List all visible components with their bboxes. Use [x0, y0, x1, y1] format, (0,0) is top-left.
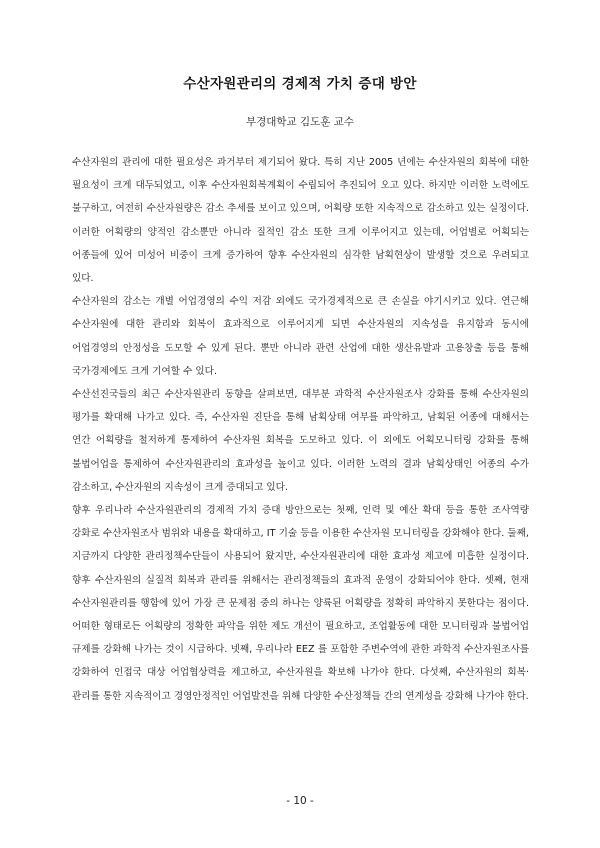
- author-line: 부경대학교 김도훈 교수: [245, 116, 355, 128]
- paragraph-intro: 수산자원의 관리에 대한 필요성은 과거부터 제기되어 왔다. 특히 지난 2005 년에는 수산자원의 회복에 대한 필요성이 크게 대두되었고, 이후 수산자원회복계획이 수립되어 추진되어 오고 있다. 하지만 이러한 노력에도 불구하고, 여전히 수산자원량은 감소 추세를 보이고 있으며, 어획량 또한 지속적으로 감소하고 있는 실정이다. 이러한 어획량의 양적인 감소뿐만 아니라 질적인 감소 또한 크게 이루어지고 있는데, 어업별로 어획되는 어종들에 있어 미성어 비중이 크게 증가하여 향후 수산자원의 심각한 남획현상이 발생할 것으로 우려되고 있다.: [72, 157, 529, 285]
- document-body: [72, 151, 529, 708]
- page-number: - 10 -: [286, 795, 314, 807]
- document-title: 수산자원관리의 경제적 가치 증대 방안: [183, 76, 417, 92]
- paragraph-economic-loss: 수산자원의 감소는 개별 어업경영의 수익 저감 외에도 국가경제적으로 큰 손실을 야기시키고 있다. 연근해 수산자원에 대한 관리와 회복이 효과적으로 이루어지게 되면 수산자원의 지속성을 유지함과 동시에 어업경영의 안정성을 도모할 수 있게 된다. 뿐만 아니라 관련 산업에 대한 생산유발과 고용창출 등을 통해 국가경제에도 크게 기여할 수 있다.: [72, 296, 529, 377]
- paragraph-advanced-countries: 수산선진국들의 최근 수산자원관리 동향을 살펴보면, 대부분 과학적 수산자원조사 강화를 통해 수산자원의 평가를 확대해 나가고 있다. 즉, 수산자원 진단을 통해 남획상태 여부를 파악하고, 남획된 어종에 대해서는 연간 어획량을 철저하게 통제하여 수산자원 회복을 도모하고 있다. 이 외에도 어획모니터링 강화를 통해 불법어업을 통제하여 수산자원관리의 효과성을 높이고 있다. 이러한 노력의 결과 남획상태인 어종의 수가 감소하고, 수산자원의 지속성이 크게 증대되고 있다.: [72, 389, 529, 493]
- paragraph-recommendations: 향후 우리나라 수산자원관리의 경제적 가치 증대 방안으로는 첫째, 인력 및 예산 확대 등을 통한 조사역량 강화로 수산자원조사 범위와 내용을 확대하고, IT 기술 등을 이용한 수산자원 모니터링을 강화해야 한다. 둘째, 지금까지 다양한 관리정책수단들이 사용되어 왔지만, 수산자원관리에 대한 효과성 제고에 미흡한 실정이다. 향후 수산자원의 실질적 회복과 관리를 위해서는 관리정책들의 효과적 운영이 강화되어야 한다. 셋째, 현재 수산자원관리를 행함에 있어 가장 큰 문제점 중의 하나는 양륙된 어획량을 정확히 파악하지 못한다는 점이다. 어떠한 형태로든 어획량의 정확한 파악을 위한 제도 개선이 필요하고, 조업활동에 대한 모니터링과 불법어업 규제를 강화해 나가는 것이 시급하다. 넷째, 우리나라 EEZ 를 포함한 주변수역에 관한 과학적 수산자원조사를 강화하여 인접국 대상 어업협상력을 제고하고, 수산자원을 확보해 나가야 한다. 다섯째, 수산자원의 회복·관리를 통한 지속적이고 경영안정적인 어업발전을 위해 다양한 수산정책들 간의 연계성을 강화해 나가야 한다.: [72, 505, 529, 702]
